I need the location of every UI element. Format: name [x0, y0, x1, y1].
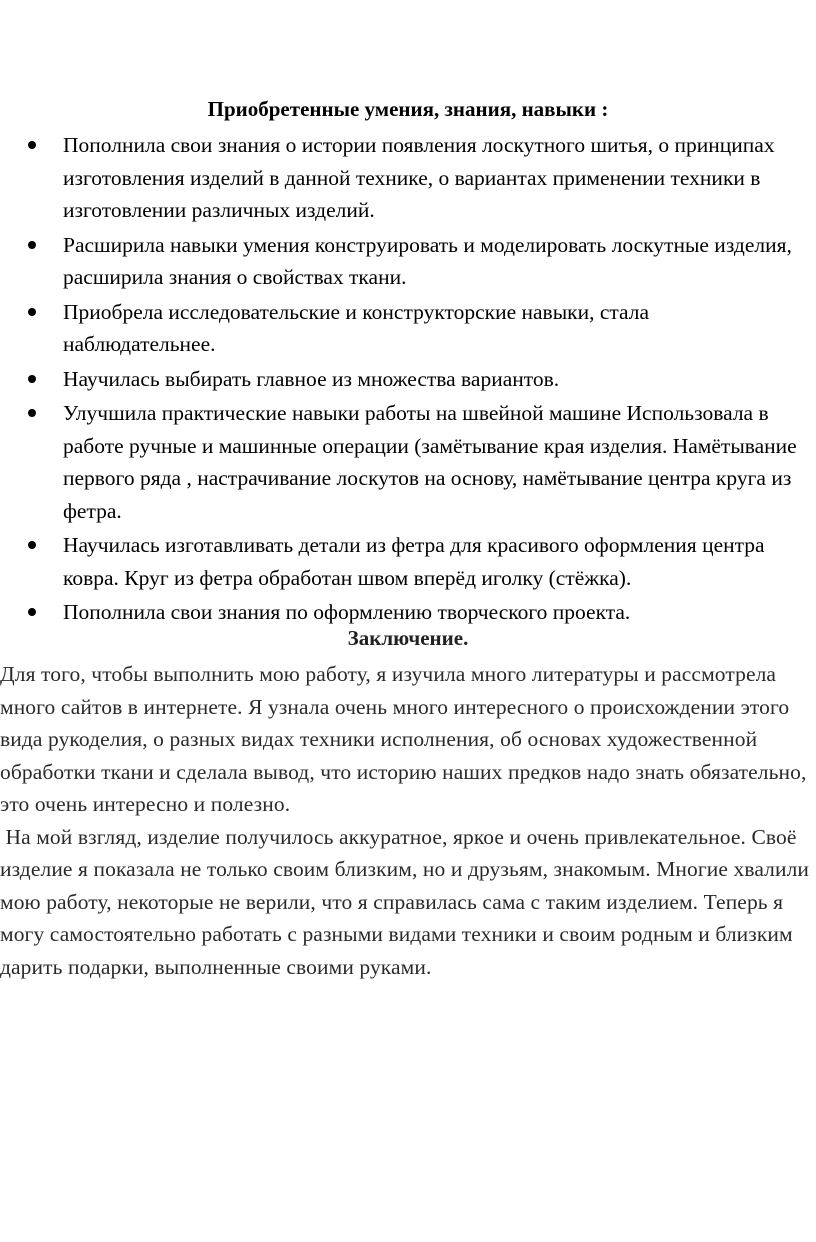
conclusion-paragraph: На мой взгляд, изделие получилось аккуратное, яркое и очень привлекательное. Своё изделие я показала не только своим близким, но и друзьям, знакомым. Многие хвалили мою работу, некоторые не верили, что я справилась сама с таким изделием. Теперь я могу самостоятельно работать с разными видами техники и своим родным и близким дарить подарки, выполненные своими руками. [0, 824, 815, 979]
list-item-text: Пополнила свои знания о истории появления лоскутного шитья, о принципах изготовления изделий в данной технике, о вариантах применении техники в изготовлении различных изделий. [63, 133, 775, 222]
bullet-icon [28, 541, 36, 549]
list-item [25, 397, 805, 527]
bullet-icon [28, 608, 36, 616]
conclusion-body [0, 658, 815, 983]
list-item [25, 529, 805, 594]
list-item-text: Приобрела исследовательские и конструкторские навыки, стала наблюдательнее. [63, 299, 650, 356]
list-item-text: Пополнила свои знания по оформлению творческого проекта. [63, 600, 631, 624]
list-item-text: Научилась изготавливать детали из фетра для красивого оформления центра ковра. Круг из фетра обработан швом вперёд иголку (стёжка). [63, 533, 765, 590]
bullet-icon [28, 241, 36, 249]
bullet-icon [28, 375, 36, 383]
section-heading: Приобретенные умения, знания, навыки : [207, 97, 609, 121]
list-item [25, 229, 805, 294]
bullet-icon [28, 308, 36, 316]
bullet-icon [28, 141, 36, 149]
bullet-icon [28, 409, 36, 417]
skills-list [25, 129, 805, 631]
list-item-text: Улучшила практические навыки работы на швейной машине Использовала в работе ручные и машинные операции (замётывание края изделия. Намётывание первого ряда , настрачивание лоскутов на основу, намётывание центра круга из фетра. [63, 401, 797, 523]
conclusion-paragraph: Для того, чтобы выполнить мою работу, я изучила много литературы и рассмотрела много сайтов в интернете. Я узнала очень много интересного о происхождении этого вида рукоделия, о разных видах техники исполнения, об основах художественной обработки ткани и сделала вывод, что историю наших предков надо знать обязательно, это очень интересно и полезно. [0, 662, 807, 816]
list-item-text: Научилась выбирать главное из множества вариантов. [63, 366, 560, 391]
list-item [25, 129, 805, 227]
list-item [25, 296, 805, 361]
conclusion-title: Заключение. [347, 626, 469, 650]
list-item [25, 363, 805, 396]
list-item-text: Расширила навыки умения конструировать и моделировать лоскутные изделия, расширила знания о свойствах ткани. [63, 232, 792, 289]
